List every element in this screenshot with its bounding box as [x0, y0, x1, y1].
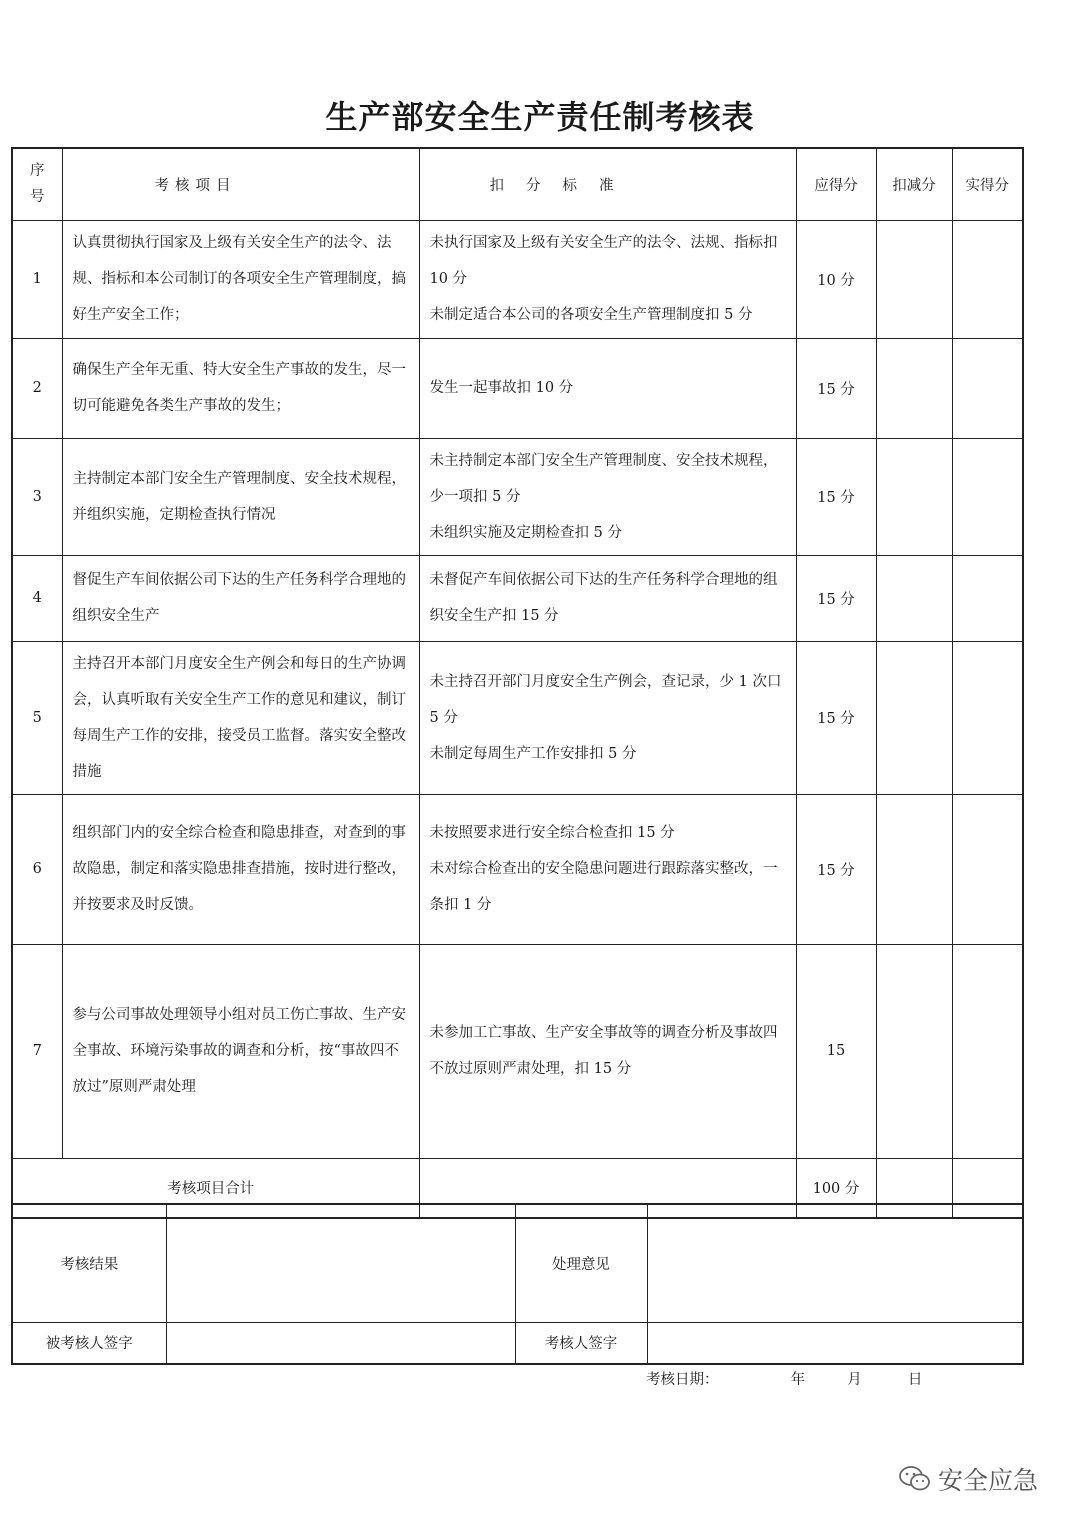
standard-line: 未执行国家及上级有关安全生产的法令、法规、指标扣 10 分 [429, 235, 778, 287]
row-number: 5 [12, 641, 62, 794]
row-score: 15 分 [796, 641, 876, 794]
row-score: 15 分 [796, 438, 876, 555]
row-standard [419, 555, 796, 641]
row-number: 1 [12, 220, 62, 338]
row-actual-cell[interactable] [952, 794, 1023, 944]
row-standard [419, 220, 796, 338]
examiner-sign-label: 考核人签字 [515, 1322, 647, 1364]
standard-line: 未按照要求进行安全综合检查扣 15 分 [429, 825, 675, 841]
table-header-row [12, 148, 1023, 220]
row-actual-cell[interactable] [952, 438, 1023, 555]
row-item: 组织部门内的安全综合检查和隐患排查，对查到的事故隐患，制定和落实隐患排查措施，按时进行整改，并按要求及时反馈。 [62, 794, 419, 944]
header-due: 应得分 [796, 148, 876, 220]
total-label: 考核项目合计 [12, 1158, 419, 1218]
row-deduct-cell[interactable] [876, 338, 952, 438]
date-label: 考核日期： [646, 1372, 719, 1388]
row-item: 参与公司事故处理领导小组对员工伤亡事故、生产安全事故、环境污染事故的调查和分析，按“事故四不放过”原则严肃处理 [62, 944, 419, 1158]
row-standard [419, 338, 796, 438]
total-score: 100 分 [796, 1158, 876, 1218]
standard-line: 未督促产车间依据公司下达的生产任务科学合理地的组织安全生产扣 15 分 [429, 572, 778, 624]
header-seq-text: 序号 [30, 163, 45, 206]
date-month: 月 [847, 1372, 862, 1388]
opinion-label: 处理意见 [515, 1204, 647, 1322]
result-field[interactable] [166, 1204, 515, 1322]
page-title: 生产部安全生产责任制考核表 [325, 98, 755, 136]
header-standard: 扣分标准 [419, 148, 796, 220]
row-score: 15 分 [796, 794, 876, 944]
table-row [12, 641, 1023, 794]
row-standard [419, 438, 796, 555]
table-row [12, 794, 1023, 944]
standard-line: 未参加工亡事故、生产安全事故等的调查分析及事故四不放过原则严肃处理，扣 15 分 [429, 1025, 778, 1077]
row-deduct-cell[interactable] [876, 794, 952, 944]
row-item: 主持制定本部门安全生产管理制度、安全技术规程，并组织实施，定期检查执行情况 [62, 438, 419, 555]
standard-line: 未主持召开部门月度安全生产例会，查记录，少 1 次口 5 分 [429, 673, 782, 726]
row-actual-cell[interactable] [952, 220, 1023, 338]
row-actual-cell[interactable] [952, 555, 1023, 641]
signature-table [11, 1203, 1024, 1365]
row-deduct-cell[interactable] [876, 944, 952, 1158]
row-score: 15 分 [796, 338, 876, 438]
row-actual-cell[interactable] [952, 944, 1023, 1158]
standard-line: 未制定适合本公司的各项安全生产管理制度扣 5 分 [429, 307, 753, 323]
watermark [898, 1462, 1038, 1496]
opinion-field[interactable] [647, 1204, 1023, 1322]
row-item: 确保生产全年无重、特大安全生产事故的发生，尽一切可能避免各类生产事故的发生； [62, 338, 419, 438]
row-number: 7 [12, 944, 62, 1158]
table-row [12, 555, 1023, 641]
result-label: 考核结果 [12, 1204, 166, 1322]
row-deduct-cell[interactable] [876, 438, 952, 555]
date-year: 年 [790, 1372, 806, 1388]
header-seq [12, 148, 62, 220]
row-deduct-cell[interactable] [876, 641, 952, 794]
standard-line: 发生一起事故扣 10 分 [429, 380, 574, 396]
row-standard [419, 641, 796, 794]
examinee-sign-label: 被考核人签字 [12, 1322, 166, 1364]
assessment-date [646, 1368, 922, 1389]
header-item: 考核项目 [62, 148, 419, 220]
row-deduct-cell[interactable] [876, 555, 952, 641]
row-number: 2 [12, 338, 62, 438]
row-number: 6 [12, 794, 62, 944]
row-actual-cell[interactable] [952, 641, 1023, 794]
row-item: 主持召开本部门月度安全生产例会和每日的生产协调会，认真听取有关安全生产工作的意见和建议，制订每周生产工作的安排，接受员工监督。落实安全整改措施 [62, 641, 419, 794]
row-standard [419, 794, 796, 944]
examinee-sign-field[interactable] [166, 1322, 515, 1364]
row-actual-cell[interactable] [952, 338, 1023, 438]
row-number: 3 [12, 438, 62, 555]
row-deduct-cell[interactable] [876, 220, 952, 338]
watermark-text: 安全应急 [938, 1466, 1039, 1495]
assessment-table [11, 147, 1024, 1219]
standard-line: 未组织实施及定期检查扣 5 分 [429, 524, 622, 541]
standard-line: 未制定每周生产工作安排扣 5 分 [429, 745, 637, 762]
table-row [12, 338, 1023, 438]
row-item: 认真贯彻执行国家及上级有关安全生产的法令、法规、指标和本公司制订的各项安全生产管理制度，搞好生产安全工作； [62, 220, 419, 338]
table-row [12, 220, 1023, 338]
row-score: 15 分 [796, 555, 876, 641]
standard-line: 未对综合检查出的安全隐患问题进行跟踪落实整改，一条扣 1 分 [429, 861, 778, 913]
wechat-icon [898, 1465, 932, 1493]
header-actual: 实得分 [952, 148, 1023, 220]
table-row [12, 944, 1023, 1158]
standard-line: 未主持制定本部门安全生产管理制度、安全技术规程，少一项扣 5 分 [429, 452, 778, 505]
row-score: 15 [796, 944, 876, 1158]
row-number: 4 [12, 555, 62, 641]
header-deduct: 扣减分 [876, 148, 952, 220]
row-standard [419, 944, 796, 1158]
row-score: 10 分 [796, 220, 876, 338]
table-row [12, 438, 1023, 555]
examiner-sign-field[interactable] [647, 1322, 1023, 1364]
date-day: 日 [907, 1372, 923, 1388]
row-item: 督促生产车间依据公司下达的生产任务科学合理地的组织安全生产 [62, 555, 419, 641]
